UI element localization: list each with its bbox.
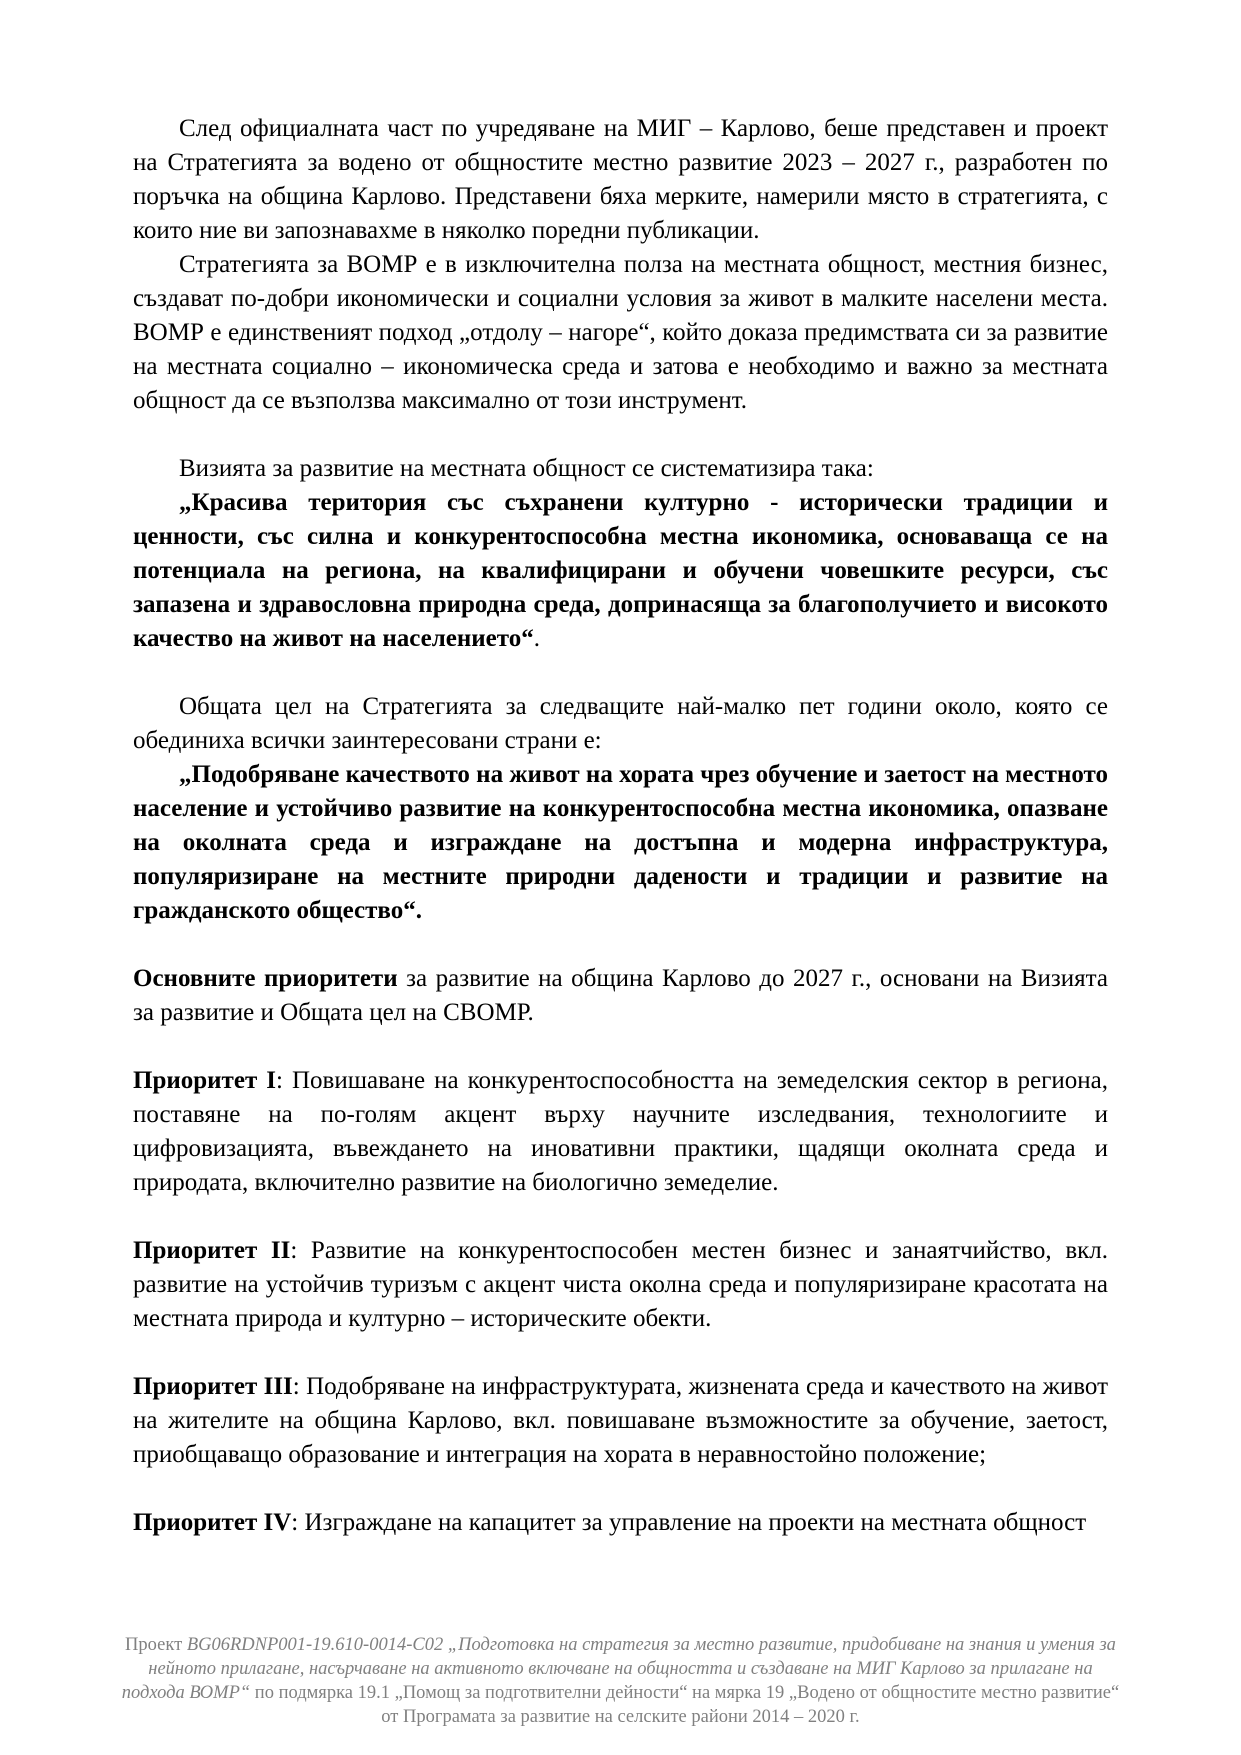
- priorities-heading-bold: Основните приоритети: [133, 965, 398, 992]
- priority-2-label: Приоритет II: [133, 1237, 291, 1264]
- paragraph-strategy-benefit: Стратегията за ВОМР е в изключителна полза на местната общност, местния бизнес, създават по-добри икономически и социални условия за живот в малките населени места. ВОМР е единственият подход „отдолу – нагоре“, който доказа предимствата си за развитие на местната социално – икономическа среда и затова е необходимо и важно за местната общност да се възползва максимално от този инструмент.: [133, 251, 1108, 414]
- page-footer: [115, 1633, 1126, 1729]
- vision-intro: Визията за развитие на местната общност се систематизира така:: [179, 455, 874, 482]
- priority-4-label: Приоритет IV: [133, 1509, 292, 1536]
- goal-intro: Общата цел на Стратегията за следващите най-малко пет години около, която се обединиха всички заинтересовани страни е:: [133, 693, 1108, 754]
- footer-project-name: BG06RDNP001-19.610-0014-C02 „Подготовка на стратегия за местно развитие, придобиване на знания и умения за нейното прилагане, насърчаване на активното включване на общността и създаване на МИГ Карлово за прилагане на подхода ВОМР“: [121, 1635, 1116, 1703]
- priority-4-text: : Изграждане на капацитет за управление на проекти на местната общност: [291, 1509, 1087, 1536]
- priority-3-text: : Подобряване на инфраструктурата, жизнената среда и качеството на живот на жителите на община Карлово, вкл. повишаване възможностите за обучение, заетост, приобщаващо образование и интеграция на хората в неравностойно положение;: [133, 1373, 1109, 1468]
- vision-statement-text: „Красива територия със съхранени културно - исторически традиции и ценности, със силна и конкурентоспособна местна икономика, основаваща се на потенциала на региона, на квалифицирани и обучени човешките ресурси, със запазена и здравословна природна среда, допринасяща за благополучието и високото качество на живот на населението“: [133, 489, 1108, 652]
- priority-2: [133, 1234, 1108, 1336]
- footer-project-prefix: Проект: [125, 1635, 187, 1655]
- priorities-heading: [133, 962, 1108, 1030]
- priority-3-label: Приоритет III: [133, 1373, 293, 1400]
- vision-statement-period: .: [533, 625, 540, 652]
- goal-statement: „Подобряване качеството на живот на хората чрез обучение и заетост на местното население и устойчиво развитие на конкурентоспособна местна икономика, опазване на околната среда и изграждане на достъпна и модерна инфраструктура, популяризиране на местните природни дадености и традиции и развитие на гражданското общество“.: [133, 761, 1108, 924]
- priority-1-label: Приоритет I: [133, 1067, 276, 1094]
- priority-2-text: : Развитие на конкурентоспособен местен бизнес и занаятчийство, вкл. развитие на устойчив туризъм с акцент чиста околна среда и популяризиране красотата на местната природа и културно – историческите обекти.: [133, 1237, 1108, 1332]
- priority-4: [133, 1506, 1108, 1540]
- vision-statement: [133, 486, 1108, 656]
- document-body: [133, 112, 1108, 1540]
- priority-1: [133, 1064, 1108, 1200]
- priorities-heading-rest: за развитие на община Карлово до 2027 г., основани на Визията за развитие и Общата цел на СВОМР.: [133, 965, 1108, 1026]
- priority-3: [133, 1370, 1108, 1472]
- footer-program-text: по подмярка 19.1 „Помощ за подготвителни дейности“ на мярка 19 „Водено от общностите местно развитие“ от Програмата за развитие на селските райони 2014 – 2020 г.: [250, 1683, 1120, 1727]
- priority-1-text: : Повишаване на конкурентоспособността на земеделския сектор в региона, поставяне на по-голям акцент върху научните изследвания, технологиите и цифровизацията, въвеждането на иновативни практики, щадящи околната среда и природата, включително развитие на биологично земеделие.: [133, 1067, 1109, 1196]
- paragraph-opening: След официалната част по учредяване на МИГ – Карлово, беше представен и проект на Стратегията за водено от общностите местно развитие 2023 – 2027 г., разработен по поръчка на община Карлово. Представени бяха мерките, намерили място в стратегията, с които ние ви запознавахме в няколко поредни публикации.: [133, 115, 1108, 244]
